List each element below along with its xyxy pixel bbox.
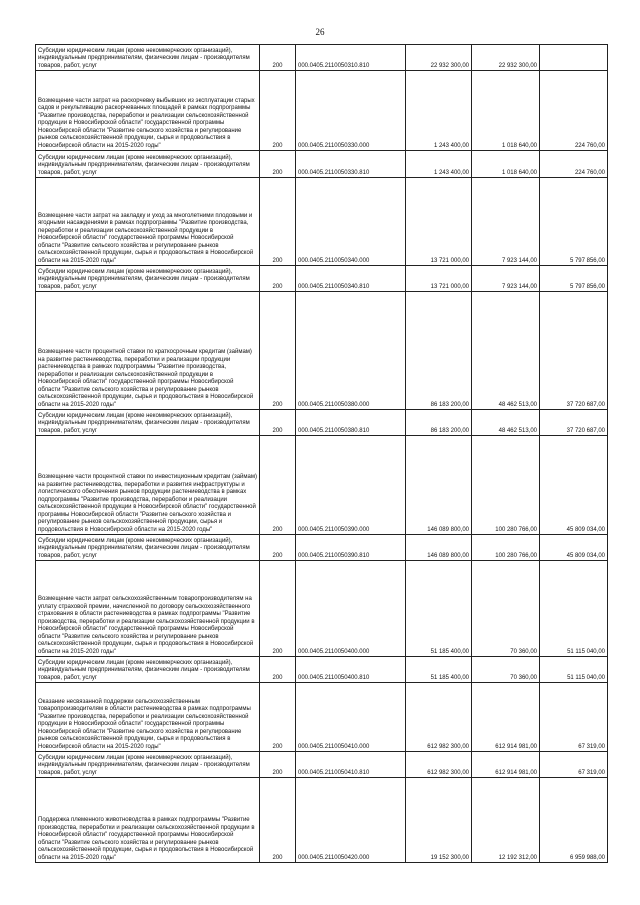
row-amount-planned: 612 982 300,00 bbox=[427, 743, 469, 750]
row-amount-executed-cell bbox=[472, 657, 540, 683]
row-amount-executed: 612 914 981,00 bbox=[495, 769, 537, 776]
budget-table bbox=[35, 44, 608, 863]
row-classification-code-cell bbox=[296, 410, 406, 436]
row-amount-planned-cell bbox=[406, 778, 472, 863]
row-amount-executed-cell bbox=[472, 71, 540, 151]
row-amount-remainder: 51 115 040,00 bbox=[567, 648, 605, 655]
row-classification-code: 000.0405.2110050330.000 bbox=[298, 142, 370, 149]
row-description: Возмещение части затрат на закладку и уход за многолетними плодовыми и ягодными насаждениями в рамках подпрограммы "Развитие производства, переработки и реализации сельскохозяйственной продукции в Новосибирской области" государственной программы Новосибирской области "Развитие сельского хозяйства и регулирование рынков сельскохозяйственной продукции, сырья и продовольствия в Новосибирской области на 2015-2020 годы" bbox=[38, 212, 254, 264]
row-amount-executed-cell bbox=[472, 178, 540, 266]
row-classification-code-cell bbox=[296, 178, 406, 266]
row-classification-code: 000.0405.2110050420.000 bbox=[298, 854, 370, 861]
row-amount-remainder: 37 720 687,00 bbox=[566, 401, 605, 408]
row-amount-remainder-cell bbox=[540, 657, 608, 683]
row-code: 200 bbox=[272, 526, 283, 533]
row-classification-code-cell bbox=[296, 657, 406, 683]
row-amount-remainder-cell bbox=[540, 151, 608, 178]
row-amount-planned: 22 932 300,00 bbox=[430, 62, 469, 69]
row-amount-planned: 19 152 300,00 bbox=[430, 854, 469, 861]
row-code-cell bbox=[260, 752, 296, 778]
row-classification-code-cell bbox=[296, 535, 406, 561]
row-amount-planned-cell bbox=[406, 561, 472, 657]
row-amount-executed: 1 018 640,00 bbox=[501, 142, 537, 149]
row-amount-executed: 70 360,00 bbox=[510, 674, 537, 681]
row-classification-code: 000.0405.2110050310.810 bbox=[298, 62, 370, 69]
row-code: 200 bbox=[272, 674, 283, 681]
row-classification-code-cell bbox=[296, 561, 406, 657]
row-description-cell bbox=[36, 151, 260, 178]
row-classification-code: 000.0405.2110050390.810 bbox=[298, 552, 370, 559]
row-code-cell bbox=[260, 683, 296, 752]
row-amount-executed: 48 462 513,00 bbox=[498, 401, 537, 408]
row-amount-planned: 51 185 400,00 bbox=[430, 674, 469, 681]
row-amount-planned-cell bbox=[406, 752, 472, 778]
row-code: 200 bbox=[272, 169, 283, 176]
row-amount-planned: 612 982 300,00 bbox=[427, 769, 469, 776]
row-description-cell bbox=[36, 657, 260, 683]
row-amount-planned-cell bbox=[406, 178, 472, 266]
row-description-cell bbox=[36, 292, 260, 410]
row-description: Возмещение части затрат на раскорчевку выбывших из эксплуатации старых садов и рекультивацию раскорчеванных площадей в рамках подпрограммы "Развитие производства, переработки и реализации сельскохозяйственной продукции в Новосибирской области" государственной программы Новосибирской области "Развитие сельского хозяйства и регулирование рынков сельскохозяйственной продукции, сырья и продовольствия в Новосибирской области на 2015-2020 годы" bbox=[38, 97, 255, 149]
table-row bbox=[36, 561, 608, 657]
table-row bbox=[36, 436, 608, 535]
table-row bbox=[36, 535, 608, 561]
row-amount-remainder-cell bbox=[540, 45, 608, 71]
row-amount-executed: 7 923 144,00 bbox=[501, 257, 537, 264]
table-row bbox=[36, 683, 608, 752]
row-description: Возмещение части затрат сельскохозяйственным товаропроизводителям на уплату страховой премии, начисленной по договору сельскохозяйственного страхования в области растениеводства в рамках подпрограммы "Развитие производства, переработки и реализации сельскохозяйственной продукции в Новосибирской области" государственной программы Новосибирской области "Развитие сельского хозяйства и регулирование рынков сельскохозяйственной продукции, сырья и продовольствия в Новосибирской области на 2015-2020 годы" bbox=[38, 596, 255, 655]
row-amount-planned-cell bbox=[406, 535, 472, 561]
row-description: Поддержка племенного животноводства в рамках подпрограммы "Развитие производства, переработки и реализации сельскохозяйственной продукции в Новосибирской области" государственной программы Новосибирской области "Развитие сельского хозяйства и регулирование рынков сельскохозяйственной продукции, сырья и продовольствия в Новосибирской области на 2015-2020 годы" bbox=[38, 817, 255, 861]
row-amount-planned-cell bbox=[406, 292, 472, 410]
row-description-cell bbox=[36, 178, 260, 266]
row-classification-code: 000.0405.2110050380.810 bbox=[298, 427, 370, 434]
row-amount-planned-cell bbox=[406, 683, 472, 752]
table-row bbox=[36, 45, 608, 71]
row-amount-executed-cell bbox=[472, 778, 540, 863]
row-amount-planned: 86 183 200,00 bbox=[430, 401, 469, 408]
row-amount-planned: 146 089 800,00 bbox=[427, 526, 469, 533]
row-amount-planned-cell bbox=[406, 71, 472, 151]
row-code-cell bbox=[260, 266, 296, 292]
row-code: 200 bbox=[272, 62, 283, 69]
row-code-cell bbox=[260, 178, 296, 266]
row-description: Субсидии юридическим лицам (кроме некоммерческих организаций), индивидуальным предпринимателям, физическим лицам - производителям товаров, работ, услуг bbox=[38, 154, 250, 176]
row-amount-planned: 86 183 200,00 bbox=[430, 427, 469, 434]
table-body bbox=[36, 45, 608, 863]
row-amount-planned: 1 243 400,00 bbox=[433, 142, 469, 149]
row-description-cell bbox=[36, 778, 260, 863]
row-amount-remainder-cell bbox=[540, 561, 608, 657]
row-description: Субсидии юридическим лицам (кроме некоммерческих организаций), индивидуальным предпринимателям, физическим лицам - производителям товаров, работ, услуг bbox=[38, 537, 250, 559]
table-row bbox=[36, 178, 608, 266]
row-amount-planned: 1 243 400,00 bbox=[433, 169, 469, 176]
row-description-cell bbox=[36, 436, 260, 535]
row-code: 200 bbox=[272, 427, 283, 434]
row-amount-remainder: 224 760,00 bbox=[574, 142, 605, 149]
row-amount-remainder-cell bbox=[540, 266, 608, 292]
row-code: 200 bbox=[272, 743, 283, 750]
row-classification-code: 000.0405.2110050390.000 bbox=[298, 526, 370, 533]
row-classification-code: 000.0405.2110050330.810 bbox=[298, 169, 370, 176]
row-amount-planned: 51 185 400,00 bbox=[430, 648, 469, 655]
row-amount-executed-cell bbox=[472, 410, 540, 436]
row-amount-executed: 22 932 300,00 bbox=[498, 62, 537, 69]
row-description-cell bbox=[36, 45, 260, 71]
row-description-cell bbox=[36, 266, 260, 292]
row-classification-code-cell bbox=[296, 436, 406, 535]
row-amount-executed: 1 018 640,00 bbox=[501, 169, 537, 176]
row-amount-planned: 13 721 000,00 bbox=[430, 257, 469, 264]
row-description: Субсидии юридическим лицам (кроме некоммерческих организаций), индивидуальным предпринимателям, физическим лицам - производителям товаров, работ, услуг bbox=[38, 659, 250, 681]
row-amount-executed: 612 914 981,00 bbox=[495, 743, 537, 750]
row-code: 200 bbox=[272, 854, 283, 861]
table-row bbox=[36, 71, 608, 151]
row-amount-executed: 100 280 766,00 bbox=[495, 552, 537, 559]
row-amount-remainder-cell bbox=[540, 178, 608, 266]
row-classification-code-cell bbox=[296, 683, 406, 752]
row-classification-code: 000.0405.2110050410.000 bbox=[298, 743, 370, 750]
row-amount-planned-cell bbox=[406, 45, 472, 71]
row-classification-code: 000.0405.2110050400.810 bbox=[298, 674, 370, 681]
row-description: Возмещение части процентной ставки по инвестиционным кредитам (займам) на развитие растениеводства, переработки и развития инфраструктуры и логистического обеспечения рынков продукции растениеводства в рамках подпрограммы "Развитие производства, переработки и реализации сельскохозяйственной продукции в Новосибирской области" государственной программы Новосибирской области "Развитие сельского хозяйства и регулирование рынков сельскохозяйственной продукции, сырья и продовольствия в Новосибирской области на 2015-2020 годы" bbox=[38, 474, 257, 533]
row-classification-code-cell bbox=[296, 45, 406, 71]
row-amount-executed: 100 280 766,00 bbox=[495, 526, 537, 533]
row-amount-remainder-cell bbox=[540, 410, 608, 436]
table-row bbox=[36, 266, 608, 292]
row-amount-remainder: 5 797 856,00 bbox=[569, 283, 605, 290]
row-code-cell bbox=[260, 561, 296, 657]
row-code-cell bbox=[260, 45, 296, 71]
row-description: Субсидии юридическим лицам (кроме некоммерческих организаций), индивидуальным предпринимателям, физическим лицам - производителям товаров, работ, услуг bbox=[38, 412, 250, 434]
row-code-cell bbox=[260, 436, 296, 535]
row-amount-remainder-cell bbox=[540, 436, 608, 535]
row-amount-remainder: 224 760,00 bbox=[574, 169, 605, 176]
row-classification-code: 000.0405.2110050400.000 bbox=[298, 648, 370, 655]
row-amount-remainder: 45 809 034,00 bbox=[566, 526, 605, 533]
row-description-cell bbox=[36, 752, 260, 778]
row-amount-remainder: 6 959 988,00 bbox=[569, 854, 605, 861]
row-amount-remainder-cell bbox=[540, 778, 608, 863]
row-amount-planned: 146 089 800,00 bbox=[427, 552, 469, 559]
row-description: Возмещение части процентной ставки по краткосрочным кредитам (займам) на развитие растениеводства, переработки и реализации продукции растениеводства в рамках подпрограммы "Развитие производства, переработки и реализации сельскохозяйственной продукции в Новосибирской области" государственной программы Новосибирской области "Развитие сельского хозяйства и регулирование рынков сельскохозяйственной продукции, сырья и продовольствия в Новосибирской области на 2015-2020 годы" bbox=[38, 349, 254, 408]
row-amount-remainder: 67 319,00 bbox=[578, 743, 605, 750]
row-code: 200 bbox=[272, 142, 283, 149]
row-code-cell bbox=[260, 151, 296, 178]
row-amount-planned-cell bbox=[406, 657, 472, 683]
row-code-cell bbox=[260, 657, 296, 683]
row-code-cell bbox=[260, 778, 296, 863]
page-number: 26 bbox=[315, 27, 325, 37]
table-row bbox=[36, 657, 608, 683]
row-amount-planned: 13 721 000,00 bbox=[430, 283, 469, 290]
row-amount-executed-cell bbox=[472, 535, 540, 561]
table-row bbox=[36, 410, 608, 436]
row-amount-remainder: 51 115 040,00 bbox=[567, 674, 605, 681]
row-amount-executed: 48 462 513,00 bbox=[498, 427, 537, 434]
row-code-cell bbox=[260, 410, 296, 436]
row-classification-code-cell bbox=[296, 752, 406, 778]
table-row bbox=[36, 778, 608, 863]
row-classification-code-cell bbox=[296, 778, 406, 863]
row-description-cell bbox=[36, 410, 260, 436]
row-classification-code-cell bbox=[296, 71, 406, 151]
row-classification-code-cell bbox=[296, 292, 406, 410]
row-description: Оказание несвязанной поддержки сельскохозяйственным товаропроизводителям в области растениеводства в рамках подпрограммы "Развитие производства, переработки и реализации сельскохозяйственной продукции в Новосибирской области" государственной программы Новосибирской области "Развитие сельского хозяйства и регулирование рынков сельскохозяйственной продукции, сырья и продовольствия в Новосибирской области на 2015-2020 годы" bbox=[38, 698, 251, 750]
row-amount-planned-cell bbox=[406, 410, 472, 436]
row-code-cell bbox=[260, 535, 296, 561]
row-code: 200 bbox=[272, 769, 283, 776]
row-amount-remainder: 67 319,00 bbox=[578, 769, 605, 776]
row-classification-code: 000.0405.2110050340.810 bbox=[298, 283, 370, 290]
row-amount-executed: 7 923 144,00 bbox=[501, 283, 537, 290]
row-amount-executed-cell bbox=[472, 292, 540, 410]
row-amount-executed-cell bbox=[472, 151, 540, 178]
row-description-cell bbox=[36, 683, 260, 752]
row-amount-remainder: 37 720 687,00 bbox=[566, 427, 605, 434]
row-code: 200 bbox=[272, 552, 283, 559]
row-amount-executed: 70 360,00 bbox=[510, 648, 537, 655]
row-code-cell bbox=[260, 292, 296, 410]
row-classification-code: 000.0405.2110050380.000 bbox=[298, 401, 370, 408]
row-amount-remainder-cell bbox=[540, 292, 608, 410]
table-row bbox=[36, 292, 608, 410]
row-amount-executed-cell bbox=[472, 266, 540, 292]
row-amount-remainder-cell bbox=[540, 683, 608, 752]
row-amount-executed-cell bbox=[472, 45, 540, 71]
row-classification-code-cell bbox=[296, 151, 406, 178]
row-amount-planned-cell bbox=[406, 151, 472, 178]
row-description-cell bbox=[36, 71, 260, 151]
row-classification-code-cell bbox=[296, 266, 406, 292]
row-description: Субсидии юридическим лицам (кроме некоммерческих организаций), индивидуальным предпринимателям, физическим лицам - производителям товаров, работ, услуг bbox=[38, 754, 250, 776]
row-amount-executed-cell bbox=[472, 683, 540, 752]
row-amount-remainder-cell bbox=[540, 71, 608, 151]
row-classification-code: 000.0405.2110050410.810 bbox=[298, 769, 370, 776]
row-amount-planned-cell bbox=[406, 266, 472, 292]
table-row bbox=[36, 151, 608, 178]
row-code: 200 bbox=[272, 648, 283, 655]
row-amount-remainder: 5 797 856,00 bbox=[569, 257, 605, 264]
row-description-cell bbox=[36, 561, 260, 657]
row-amount-remainder-cell bbox=[540, 535, 608, 561]
row-classification-code: 000.0405.2110050340.000 bbox=[298, 257, 370, 264]
row-code: 200 bbox=[272, 283, 283, 290]
row-description-cell bbox=[36, 535, 260, 561]
row-amount-executed-cell bbox=[472, 752, 540, 778]
row-description: Субсидии юридическим лицам (кроме некоммерческих организаций), индивидуальным предпринимателям, физическим лицам - производителям товаров, работ, услуг bbox=[38, 47, 250, 69]
row-amount-executed-cell bbox=[472, 436, 540, 535]
row-code-cell bbox=[260, 71, 296, 151]
row-amount-remainder-cell bbox=[540, 752, 608, 778]
row-code: 200 bbox=[272, 401, 283, 408]
table-row bbox=[36, 752, 608, 778]
row-amount-remainder: 45 809 034,00 bbox=[566, 552, 605, 559]
row-amount-executed: 12 192 312,00 bbox=[498, 854, 537, 861]
row-description: Субсидии юридическим лицам (кроме некоммерческих организаций), индивидуальным предпринимателям, физическим лицам - производителям товаров, работ, услуг bbox=[38, 268, 250, 290]
row-code: 200 bbox=[272, 257, 283, 264]
row-amount-planned-cell bbox=[406, 436, 472, 535]
row-amount-executed-cell bbox=[472, 561, 540, 657]
